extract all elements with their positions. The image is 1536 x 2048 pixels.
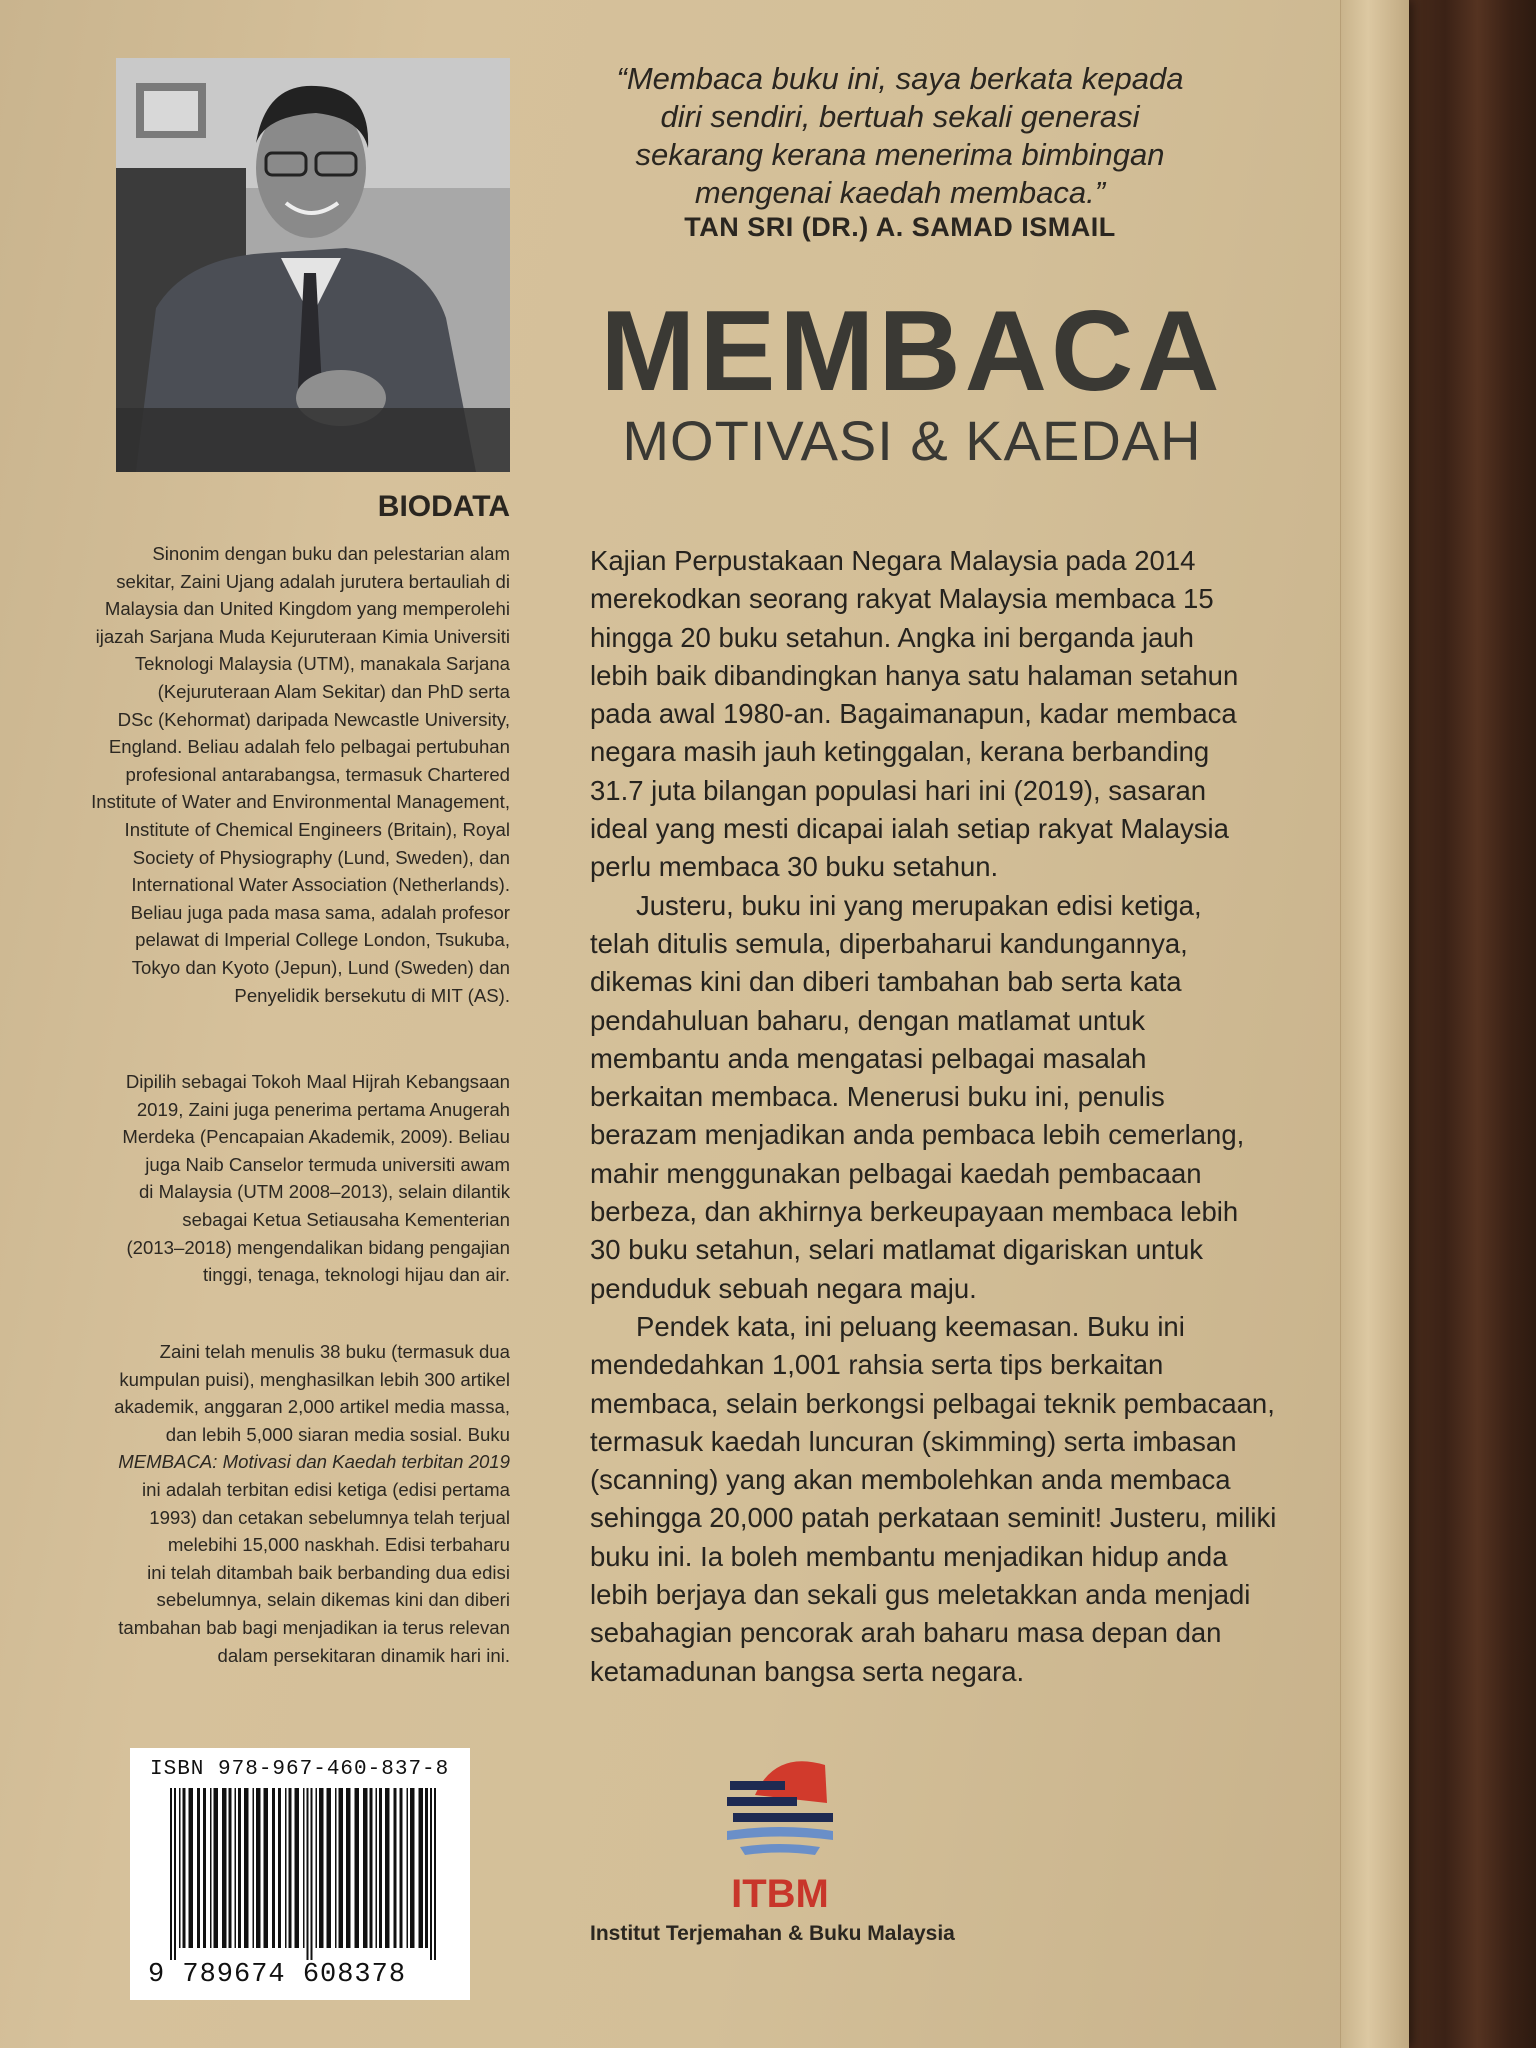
barcode-bar	[235, 1788, 237, 1948]
barcode-bar	[316, 1788, 318, 1948]
barcode-bar	[183, 1788, 186, 1948]
blurb-line: dikemas kini dan diberi tambahan bab serta kata	[590, 966, 1182, 998]
bio-line: melebihi 15,000 naskhah. Edisi terbaharu	[167, 1534, 510, 1556]
bio-line: sebagai Ketua Setiausaha Kementerian	[182, 1208, 510, 1230]
blurb-line: penduduk sebuah negara maju.	[590, 1272, 977, 1304]
bio-line: (Kejuruteraan Alam Sekitar) dan PhD serta	[157, 680, 510, 702]
bio-line: Beliau juga pada masa sama, adalah profesor	[130, 901, 510, 923]
barcode-bar	[189, 1788, 194, 1948]
blurb-line: Kajian Perpustakaan Negara Malaysia pada 2014	[590, 545, 1196, 576]
blurb-line: berbeza, dan akhirnya berkeupayaan membaca lebih	[590, 1196, 1239, 1228]
bio-line: dalam persekitaran dinamik hari ini.	[217, 1644, 510, 1666]
barcode-bar	[285, 1788, 287, 1948]
blurb-line: Justeru, buku ini yang merupakan edisi ketiga,	[636, 889, 1202, 921]
barcode-bar	[339, 1788, 344, 1948]
barcode-guard-bar	[170, 1788, 172, 1960]
bio-line: Dipilih sebagai Tokoh Maal Hijrah Kebangsaan	[125, 1071, 510, 1092]
bio-line: kumpulan puisi), menghasilkan lebih 300 artikel	[119, 1368, 510, 1390]
itbm-logo-text: ITBM	[731, 1872, 829, 1916]
barcode-bar	[222, 1788, 227, 1948]
barcode-bar	[197, 1788, 200, 1948]
quote-line: diri sendiri, bertuah sekali generasi	[660, 99, 1140, 134]
bio-line: akademik, anggaran 2,000 artikel media massa,	[114, 1396, 510, 1418]
quote-line: “Membaca buku ini, saya berkata kepada	[616, 61, 1184, 96]
barcode-bar	[253, 1788, 255, 1948]
blurb-line: sehingga 20,000 patah perkataan seminit! Justeru, miliki	[590, 1502, 1277, 1534]
blurb-line: 30 buku setahun, selari matlamat digariskan untuk	[590, 1234, 1203, 1266]
barcode-bar	[425, 1788, 428, 1948]
blurb-line: berazam menjadikan anda pembaca lebih cemerlang,	[590, 1119, 1245, 1151]
barcode-bar	[238, 1788, 241, 1948]
barcode-bar	[289, 1788, 292, 1948]
bio-line: 2019, Zaini juga penerima pertama Anugerah	[136, 1098, 510, 1120]
blurb-line: buku ini. Ia boleh membantu menjadikan hidup anda	[590, 1540, 1228, 1572]
endorsement-quote	[560, 60, 1240, 212]
bio-line: Penyelidik bersekutu di MIT (AS).	[234, 984, 510, 1006]
bio-line: Institute of Chemical Engineers (Britain), Royal	[124, 818, 510, 840]
barcode-digits: 9 789674 608378	[148, 1960, 407, 1990]
blurb-line: negara masih jauh ketinggalan, kerana berbanding	[590, 736, 1210, 768]
bio-line: England. Beliau adalah felo pelbagai pertubuhan	[108, 736, 510, 758]
blurb-line: 31.7 juta bilangan populasi hari ini (2019), sasaran	[590, 774, 1207, 806]
barcode-bar	[355, 1788, 360, 1948]
bio-line: (2013–2018) mengendalikan bidang pengajian	[126, 1236, 510, 1258]
blurb-line: membaca, selain berkongsi pelbagai teknik pembacaan,	[590, 1387, 1275, 1419]
book-title: MEMBACA	[600, 288, 1224, 415]
barcode-bar	[379, 1788, 382, 1948]
bio-line: Institute of Water and Environmental Management,	[91, 791, 510, 813]
barcode-bar	[244, 1788, 249, 1948]
bio-line: Zaini telah menulis 38 buku (termasuk dua	[159, 1341, 510, 1362]
barcode-bar	[327, 1788, 332, 1948]
bio-line: profesional antarabangsa, termasuk Chartered	[125, 763, 510, 785]
bio-line: DSc (Kehormat) daripada Newcastle University,	[117, 708, 510, 730]
bio-line: di Malaysia (UTM 2008–2013), selain dilantik	[138, 1181, 510, 1203]
barcode-bar	[272, 1788, 275, 1948]
barcode-bar	[346, 1788, 351, 1948]
barcode-bar	[363, 1788, 368, 1948]
bio-line: tambahan bab bagi menjadikan ia terus relevan	[118, 1616, 510, 1638]
bio-line: tinggi, tenaga, teknologi hijau dan air.	[202, 1264, 510, 1286]
barcode-bar	[385, 1788, 390, 1948]
bio-line: Merdeka (Pencapaian Akademik, 2009). Beliau	[122, 1126, 510, 1148]
barcode-bar	[203, 1788, 206, 1948]
barcode-guard-bar	[174, 1788, 176, 1960]
bio-line: ijazah Sarjana Muda Kejuruteraan Kimia Universiti	[95, 625, 510, 647]
bio-line: Tokyo dan Kyoto (Jepun), Lund (Sweden) dan	[131, 956, 510, 978]
barcode-bar	[264, 1788, 269, 1948]
bio-line: ini telah ditambah baik berbanding dua edisi	[147, 1561, 510, 1583]
blurb-line: mendedahkan 1,001 rahsia serta tips berkaitan	[590, 1349, 1164, 1381]
bio-line: pelawat di Imperial College London, Tsukuba,	[135, 929, 510, 951]
bio-line: Teknologi Malaysia (UTM), manakala Sarjana	[134, 653, 510, 675]
blurb-line: sebahagian pencorak arah baharu masa depan dan	[590, 1617, 1222, 1649]
blurb-line: pada awal 1980-an. Bagaimanapun, kadar membaca	[590, 698, 1237, 730]
blurb-line: lebih berjaya dan sekali gus meletakkan anda menjadi	[590, 1579, 1251, 1611]
author-photo	[116, 58, 510, 472]
bio-line: dan lebih 5,000 siaran media sosial. Buku	[165, 1423, 510, 1445]
book-subtitle: MOTIVASI & KAEDAH	[622, 409, 1202, 472]
blurb-line: Pendek kata, ini peluang keemasan. Buku ini	[636, 1310, 1185, 1342]
blurb-line: ketamadunan bangsa serta negara.	[590, 1655, 1025, 1687]
publisher-name: Institut Terjemahan & Buku Malaysia	[590, 1922, 955, 1945]
barcode-bar	[214, 1788, 219, 1948]
bio-line: MEMBACA: Motivasi dan Kaedah terbitan 2019	[118, 1451, 510, 1473]
biodata-heading: BIODATA	[377, 490, 510, 523]
barcode-bar	[229, 1788, 232, 1948]
blurb-line: mahir menggunakan pelbagai kaedah pembacaan	[590, 1157, 1202, 1189]
bio-line: juga Naib Canselor termuda universiti awam	[145, 1153, 510, 1175]
bio-line: sekitar, Zaini Ujang adalah jurutera bertauliah di	[116, 570, 510, 592]
barcode-guard-bar	[430, 1788, 432, 1960]
bio-line: International Water Association (Netherlands).	[131, 874, 510, 896]
bio-line: ini adalah terbitan edisi ketiga (edisi pertama	[142, 1478, 510, 1500]
biodata-paragraph-3	[70, 1338, 510, 1669]
book-blurb	[590, 542, 1290, 1691]
barcode-bar	[295, 1788, 300, 1948]
isbn-barcode-label	[130, 1748, 470, 2000]
blurb-line: pendahuluan baharu, dengan matlamat untuk	[590, 1004, 1146, 1036]
barcode-bar	[319, 1788, 324, 1948]
blurb-line: membantu anda mengatasi pelbagai masalah	[590, 1042, 1147, 1074]
barcode-bar	[407, 1788, 409, 1948]
blurb-line: merekodkan seorang rakyat Malaysia membaca 15	[590, 583, 1214, 615]
barcode-bar	[394, 1788, 397, 1948]
barcode-bar	[256, 1788, 261, 1948]
blurb-line: telah ditulis semula, diperbaharui kandungannya,	[590, 927, 1188, 959]
isbn-number: ISBN 978-967-460-837-8	[150, 1758, 450, 1781]
barcode-bar	[303, 1788, 305, 1948]
barcode-guard-bar	[311, 1788, 313, 1960]
cover-edge	[1340, 0, 1409, 2048]
blurb-line: perlu membaca 30 buku setahun.	[590, 851, 999, 883]
quote-author: TAN SRI (DR.) A. SAMAD ISMAIL	[684, 212, 1116, 242]
biodata-paragraph-1	[70, 540, 510, 1009]
barcode-bar	[210, 1788, 212, 1948]
biodata-paragraph-2	[70, 1068, 510, 1289]
bio-line: Sinonim dengan buku dan pelestarian alam	[152, 543, 510, 564]
barcode-bar	[400, 1788, 403, 1948]
itbm-logo-icon	[715, 1745, 845, 1875]
barcode-bar	[278, 1788, 281, 1948]
blurb-line: (scanning) yang akan membolehkan anda membaca	[590, 1464, 1231, 1496]
quote-line: sekarang kerana menerima bimbingan	[635, 137, 1165, 172]
bio-line: 1993) dan cetakan sebelumnya telah terjual	[149, 1506, 510, 1528]
bio-line: sebelumnya, selain dikemas kini dan diberi	[156, 1589, 510, 1611]
barcode-guard-bar	[307, 1788, 309, 1960]
bio-line: Society of Physiography (Lund, Sweden), dan	[132, 846, 510, 868]
blurb-line: ideal yang mesti dicapai ialah setiap rakyat Malaysia	[590, 813, 1229, 845]
barcode-guard-bar	[434, 1788, 436, 1960]
barcode-bar	[335, 1788, 337, 1948]
barcode-bar	[370, 1788, 373, 1948]
barcode-bar	[419, 1788, 424, 1948]
barcode-bar	[376, 1788, 378, 1948]
bio-line: Malaysia dan United Kingdom yang memperolehi	[104, 598, 510, 620]
barcode-bar	[410, 1788, 415, 1948]
blurb-line: termasuk kaedah luncuran (skimming) serta imbasan	[590, 1425, 1237, 1457]
blurb-line: lebih baik dibandingkan hanya satu halaman setahun	[590, 659, 1239, 691]
blurb-line: hingga 20 buku setahun. Angka ini berganda jauh	[590, 621, 1194, 653]
wooden-table-background	[1406, 0, 1536, 2048]
barcode-bar	[179, 1788, 181, 1948]
quote-line: mengenai kaedah membaca.”	[694, 175, 1106, 210]
blurb-line: berkaitan membaca. Menerusi buku ini, penulis	[590, 1081, 1165, 1113]
